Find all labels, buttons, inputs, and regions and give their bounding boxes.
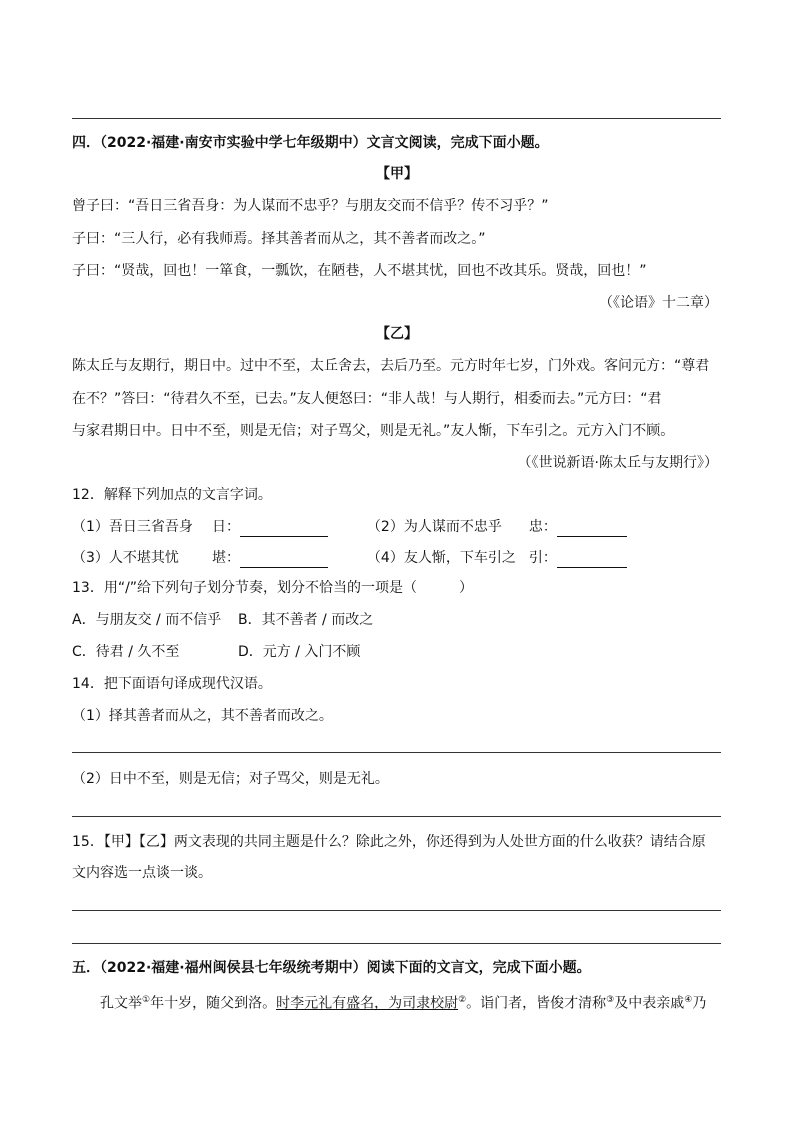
- q13-option-d: D．元方 / 入门不顾: [238, 644, 361, 660]
- section-task: 文言文阅读，完成下面小题。: [366, 135, 549, 151]
- section-source: （2022·福建·福州闽侯县七年级统考期中）: [100, 960, 367, 976]
- q12-label-2: 忠：: [528, 519, 557, 535]
- q12-label-4: 引：: [528, 550, 557, 566]
- q15-answer-line-2[interactable]: [72, 943, 721, 944]
- q13-option-b: B．其不善者 / 而改之: [238, 612, 374, 628]
- q13-row-1: [72, 610, 373, 630]
- section-source: （2022·福建·南安市实验中学七年级期中）: [100, 135, 367, 151]
- footnote-marker: ②: [458, 995, 467, 1005]
- yi-title: 【乙】: [376, 326, 418, 342]
- q12-blank-3[interactable]: [240, 551, 328, 568]
- section-task: 阅读下面的文言文，完成下面小题。: [366, 960, 591, 976]
- q15-answer-line-1[interactable]: [72, 910, 721, 911]
- yi-line-2: 在不？”答曰：“待君久不至，已去。”友人便怒曰：“非人哉！与人期行，相委而去。”元方曰：“君: [72, 391, 662, 407]
- q12-blank-2[interactable]: [557, 520, 627, 537]
- q15-line-2: 文内容选一点谈一谈。: [72, 865, 212, 881]
- q12-item-3: （3）人不堪其忧: [72, 550, 179, 566]
- footnote-marker: ③: [606, 995, 615, 1005]
- q13-option-a: A．与朋友交 / 而不信乎: [72, 612, 222, 628]
- q14-item-2: （2）日中不至，则是无信；对子骂父，则是无礼。: [72, 771, 389, 787]
- top-divider: [72, 118, 721, 119]
- underlined-sentence: 时李元礼有盛名，为司隶校尉: [276, 995, 459, 1012]
- yi-source: （《世说新语·陈太丘与友期行》）: [517, 455, 718, 471]
- jia-line-3: 子曰：“贤哉，回也！一箪食，一瓢饮，在陋巷，人不堪其忧，回也不改其乐。贤哉，回也！”: [72, 263, 647, 279]
- q13-option-c: C．待君 / 久不至: [72, 644, 180, 660]
- q14-item-1: （1）择其善者而从之，其不善者而改之。: [72, 708, 333, 724]
- yi-line-1: 陈太丘与友期行，期日中。过中不至，太丘舍去，去后乃至。元方时年七岁，门外戏。客问元方：“尊君: [72, 358, 710, 374]
- section-5-passage-line: [100, 990, 706, 1014]
- q12-label-3: 堪：: [212, 550, 240, 566]
- q12-blank-4[interactable]: [557, 551, 627, 568]
- q12-row-2: [72, 548, 627, 568]
- jia-line-1: 曾子曰：“吾日三省吾身：为人谋而不忠乎？与朋友交而不信乎？传不习乎？”: [72, 198, 549, 214]
- yi-line-3: 与家君期日中。日中不至，则是无信；对子骂父，则是无礼。”友人惭，下车引之。元方入门不顾。: [72, 423, 675, 439]
- jia-line-2: 子曰：“三人行，必有我师焉。择其善者而从之，其不善者而改之。”: [72, 231, 486, 247]
- q12-item-2: （2）为人谋而不忠乎: [366, 519, 502, 535]
- passage-text: 乃: [692, 995, 707, 1012]
- q13-stem: 13．用“/”给下列句子划分节奏，划分不恰当的一项是（ ）: [72, 580, 474, 596]
- passage-text: 。诣门者，皆俊才清称: [466, 995, 607, 1012]
- footnote-marker: ①: [142, 995, 151, 1005]
- footnote-marker: ④: [684, 995, 693, 1005]
- q15-line-1: 15．【甲】【乙】两文表现的共同主题是什么？除此之外，你还得到为人处世方面的什么收获？请结合原: [72, 834, 706, 850]
- section-5-header: [72, 958, 591, 978]
- q12-blank-1[interactable]: [240, 520, 328, 537]
- section-number: 五．: [72, 960, 100, 976]
- q14-stem: 14．把下面语句译成现代汉语。: [72, 676, 272, 692]
- q14-answer-line-1[interactable]: [72, 752, 721, 753]
- q12-label-1: 日：: [212, 519, 240, 535]
- section-number: 四．: [72, 135, 100, 151]
- q12-stem: 12．解释下列加点的文言字词。: [72, 487, 272, 503]
- q12-row-1: [72, 517, 627, 537]
- passage-text: 及中表亲戚: [614, 995, 685, 1012]
- jia-source: （《论语》十二章）: [599, 295, 718, 311]
- q12-item-4: （4）友人惭，下车引之: [366, 550, 516, 566]
- q12-item-1: （1）吾日三省吾身: [72, 519, 193, 535]
- passage-text: 孔文举: [100, 995, 142, 1012]
- jia-title: 【甲】: [376, 166, 418, 182]
- section-4-header: [72, 133, 549, 153]
- passage-text: 年十岁，随父到洛。: [150, 995, 277, 1012]
- q13-row-2: [72, 642, 360, 662]
- q14-answer-line-2[interactable]: [72, 816, 721, 817]
